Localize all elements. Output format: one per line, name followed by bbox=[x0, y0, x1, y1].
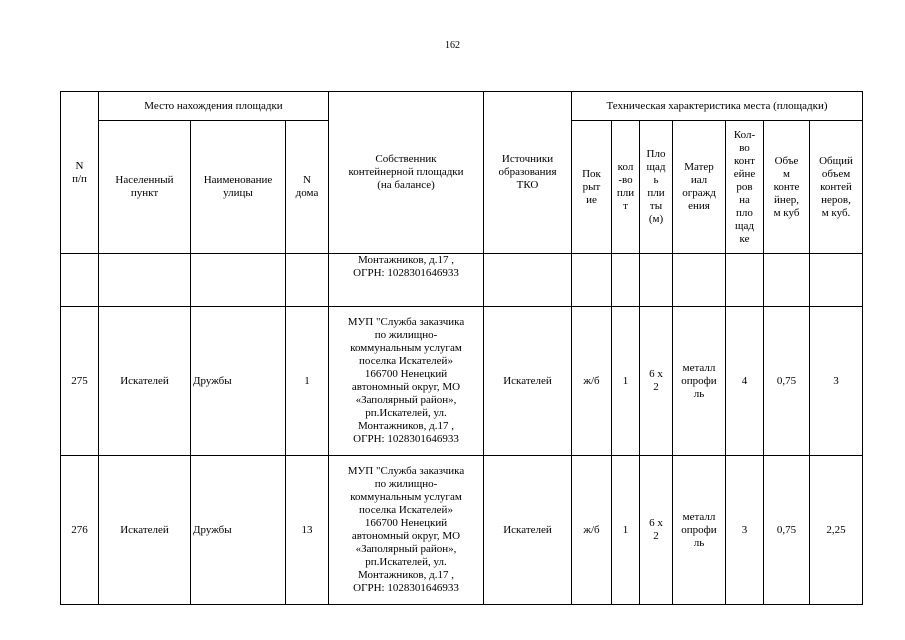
table-cell-empty bbox=[810, 254, 863, 307]
table-cell-empty bbox=[612, 254, 640, 307]
num-cell: 275 bbox=[61, 307, 99, 456]
container-count-cell: 4 bbox=[726, 307, 764, 456]
owner-cell: Монтажников, д.17 , ОГРН: 1028301646933 bbox=[329, 254, 484, 307]
table-cell-empty bbox=[673, 254, 726, 307]
table-cell-empty bbox=[286, 254, 329, 307]
slab-count-cell: 1 bbox=[612, 307, 640, 456]
header-street: Наименование улицы bbox=[191, 121, 286, 254]
header-slab-area: Пло щад ь пли ты (м) bbox=[640, 121, 673, 254]
fence-material-cell: металл опрофи ль bbox=[673, 307, 726, 456]
slab-area-cell: 6 х 2 bbox=[640, 456, 673, 605]
header-total-volume: Общий объем контей неров, м куб. bbox=[810, 121, 863, 254]
container-volume-cell: 0,75 bbox=[764, 456, 810, 605]
fence-material-cell: металл опрофи ль bbox=[673, 456, 726, 605]
house-cell: 1 bbox=[286, 307, 329, 456]
house-cell: 13 bbox=[286, 456, 329, 605]
coating-cell: ж/б bbox=[572, 456, 612, 605]
table-row bbox=[61, 456, 863, 605]
table-row-continuation bbox=[61, 254, 863, 307]
owner-cell: МУП "Служба заказчика по жилищно- коммунальным услугам поселка Искателей» 166700 Ненецкий автономный округ, МО «Заполярный район», рп.Искателей, ул. Монтажников, д.17 , ОГРН: 1028301646933 bbox=[329, 456, 484, 605]
header-settlement: Населенный пункт bbox=[99, 121, 191, 254]
container-sites-table bbox=[60, 91, 863, 605]
num-cell: 276 bbox=[61, 456, 99, 605]
table-cell-empty bbox=[764, 254, 810, 307]
slab-area-cell: 6 х 2 bbox=[640, 307, 673, 456]
table-cell-empty bbox=[640, 254, 673, 307]
owner-cell: МУП "Служба заказчика по жилищно- коммунальным услугам поселка Искателей» 166700 Ненецкий автономный округ, МО «Заполярный район», рп.Искателей, ул. Монтажников, д.17 , ОГРН: 1028301646933 bbox=[329, 307, 484, 456]
table-cell-empty bbox=[726, 254, 764, 307]
street-cell: Дружбы bbox=[191, 456, 286, 605]
header-location-group: Место нахождения площадки bbox=[99, 92, 329, 121]
street-cell: Дружбы bbox=[191, 307, 286, 456]
table-cell-empty bbox=[99, 254, 191, 307]
container-volume-cell: 0,75 bbox=[764, 307, 810, 456]
sources-cell: Искателей bbox=[484, 307, 572, 456]
settlement-cell: Искателей bbox=[99, 456, 191, 605]
page-number: 162 bbox=[445, 40, 460, 51]
settlement-cell: Искателей bbox=[99, 307, 191, 456]
header-fence-material: Матер иал огражд ения bbox=[673, 121, 726, 254]
header-num: N п/п bbox=[61, 92, 99, 254]
table-cell-empty bbox=[572, 254, 612, 307]
header-tech-group: Техническая характеристика места (площадки) bbox=[572, 92, 863, 121]
header-sources: Источники образования ТКО bbox=[484, 92, 572, 254]
header-container-count: Кол- во конт ейне ров на пло щад ке bbox=[726, 121, 764, 254]
table-cell-empty bbox=[61, 254, 99, 307]
header-coating: Пок рыт ие bbox=[572, 121, 612, 254]
total-volume-cell: 3 bbox=[810, 307, 863, 456]
header-slab-count: кол -во пли т bbox=[612, 121, 640, 254]
coating-cell: ж/б bbox=[572, 307, 612, 456]
total-volume-cell: 2,25 bbox=[810, 456, 863, 605]
header-row-top bbox=[61, 92, 863, 121]
table-cell-empty bbox=[484, 254, 572, 307]
table-cell-empty bbox=[191, 254, 286, 307]
sources-cell: Искателей bbox=[484, 456, 572, 605]
container-count-cell: 3 bbox=[726, 456, 764, 605]
header-container-volume: Объе м конте йнер, м куб bbox=[764, 121, 810, 254]
slab-count-cell: 1 bbox=[612, 456, 640, 605]
table-row bbox=[61, 307, 863, 456]
header-owner: Собственник контейнерной площадки (на балансе) bbox=[329, 92, 484, 254]
header-house: N дома bbox=[286, 121, 329, 254]
